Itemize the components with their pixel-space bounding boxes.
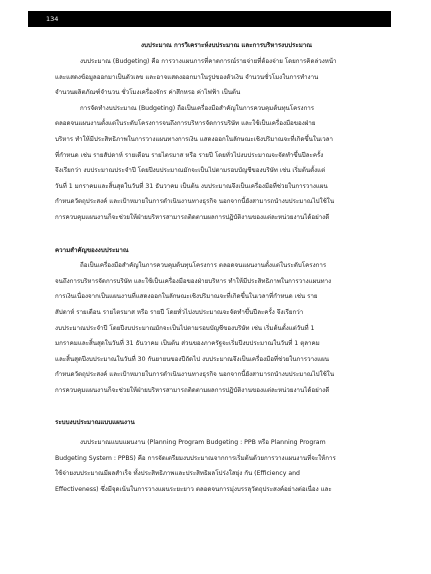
paragraph-line: ถือเป็นเครื่องมือสำคัญในการควบคุมต้นทุนโครงการ ตลอดจนแผนงานตั้งแต่ในระดับโครงการ <box>80 262 327 270</box>
paragraph-importance <box>55 258 398 398</box>
section-heading-ppb: ระบบงบประมาณแบบแผนงาน <box>55 419 135 427</box>
paragraph-line: Effectiveness) ซึ่งมีจุดเน้นในการวางแผนระยะยาว ตลอดจนการมุ่งบรรลุวัตถุประสงค์อย่างต่อเนื่อง และ <box>55 485 332 493</box>
paragraph-line: มกราคมและสิ้นสุดในวันที่ 31 ธันวาคม เป็นต้น ส่วนของภาครัฐจะเริ่มปีงบประมาณในวันที่ 1 ตุลาคม <box>55 340 320 348</box>
paragraph-line: ใช้จ่ายงบประมาณมีผลสำเร็จ ทั้งประสิทธิภาพและประสิทธิผลโปร่งใสยุ่ง กัน (Efficiency and <box>55 470 300 478</box>
paragraph-line: กำหนดวัตถุประสงค์ และเป้าหมายในการดำเนินงานทางธุรกิจ นอกจากนี้ยังสามารถนำงบประมาณไปใช้ใน <box>55 198 335 206</box>
paragraph-line: ที่กำหนด เช่น รายสัปดาห์ รายเดือน รายไตรมาส หรือ รายปี โดยทั่วไปงบประมาณจะจัดทำขึ้นปีละครั้ง <box>55 151 324 159</box>
paragraph-line: สัปดาห์ รายเดือน รายไตรมาส หรือ รายปี โดยทั่วไปงบประมาณจะจัดทำขึ้นปีละครั้ง จึงเรียกว่า <box>55 308 304 316</box>
paragraph-line: กำหนดวัตถุประสงค์ และเป้าหมายในการดำเนินงานทางธุรกิจ นอกจากนี้ยังสามารถนำงบประมาณไปใช้ใน <box>55 371 335 379</box>
paragraph-line: งบประมาณ (Budgeting) คือ การวางแผนการที่คาดการณ์รายจ่ายที่ต้องจ่าย โดยการคิดล่วงหน้า <box>80 58 337 65</box>
paragraph-ppb <box>55 435 398 497</box>
paragraph-line: การจัดทำงบประมาณ (Budgeting) ถือเป็นเครื่องมือสำคัญในการควบคุมต้นทุนโครงการ <box>80 104 315 112</box>
paragraph-line: ตลอดจนแผนงานตั้งแต่ในระดับโครงการจนถึงการบริหารจัดการบริษัท และใช้เป็นเครื่องมือของฝ่าย <box>55 120 316 128</box>
paragraph-budgeting-tool <box>55 101 398 226</box>
paragraph-line: การควบคุมแผนงานก็จะช่วยให้ฝ่ายบริหารสามารถติดตามผลการปฏิบัติงานของแต่ละหน่วยงานได้อย่างดี <box>55 386 330 394</box>
paragraph-line: งบประมาณแบบแผนงาน (Planning Program Budgeting : PPB หรือ Planning Program <box>80 439 326 447</box>
paragraph-line: Budgeting System : PPBS) คือ การจัดเตรียมงบประมาณจากการเริ่มต้นด้วยการวางแผนงานที่จะให้การ <box>55 454 336 462</box>
paragraph-line: จนถึงการบริหารจัดการบริษัท และใช้เป็นเครื่องมือของฝ่ายบริหาร ทำให้มีประสิทธิภาพในการวางแผนทาง <box>55 277 332 285</box>
paragraph-line: บริหาร ทำให้มีประสิทธิภาพในการวางแผนทางการเงิน แสดงออกในลักษณะเชิงปริมาณจะที่เกิดขึ้นในเวลา <box>55 135 333 143</box>
paragraph-line: และสิ้นสุดปีงบประมาณในวันที่ 30 กันยายนของปีถัดไป งบประมาณจึงเป็นเครื่องมือที่ช่วยในการวางแผน <box>55 355 329 363</box>
paragraph-line: การเงินเนื่องจากเป็นแผนงานที่แสดงออกในลักษณะเชิงปริมาณจะที่เกิดขึ้นในเวลาที่กำหนด เช่น ราย <box>55 293 318 301</box>
page-number: 134 <box>46 15 59 23</box>
document-title: งบประมาณ การวิเคราะห์งบประมาณ และการบริหารงบประมาณ <box>140 42 312 49</box>
paragraph-line: การควบคุมแผนงานก็จะช่วยให้ฝ่ายบริหารสามารถติดตามผลการปฏิบัติงานของแต่ละหน่วยงานได้อย่างดี <box>55 213 330 221</box>
paragraph-line: และแสดงข้อมูลออกมาเป็นตัวเลข และอาจแสดงออกมาในรูปของตัวเงิน จำนวนชั่วโมงในการทำงาน <box>55 73 319 81</box>
paragraph-line: จึงเรียกว่า งบประมาณประจำปี โดยปีงบประมาณมักจะเป็นไปตามรอบบัญชีของบริษัท เช่น เริ่มต้นตั้งแต่ <box>55 167 326 175</box>
paragraph-budget-definition <box>55 54 398 101</box>
page-number-badge <box>28 11 391 27</box>
paragraph-line: งบประมาณประจำปี โดยปีงบประมาณมักจะเป็นไปตามรอบบัญชีของบริษัท เช่น เริ่มต้นตั้งแต่วันที่ 1 <box>55 324 315 332</box>
section-heading-importance: ความสำคัญของงบประมาณ <box>55 246 129 254</box>
paragraph-line: วันที่ 1 มกราคมและสิ้นสุดในวันที่ 31 ธันวาคม เป็นต้น งบประมาณจึงเป็นเครื่องมือที่ช่วยในการวางแผน <box>55 182 328 190</box>
document-body <box>55 38 398 497</box>
paragraph-line: จำนวนผลิตภัณฑ์จำนวน ชั่วโมงเครื่องจักร ค่าสึกหรอ ค่าไฟฟ้า เป็นต้น <box>55 89 241 97</box>
